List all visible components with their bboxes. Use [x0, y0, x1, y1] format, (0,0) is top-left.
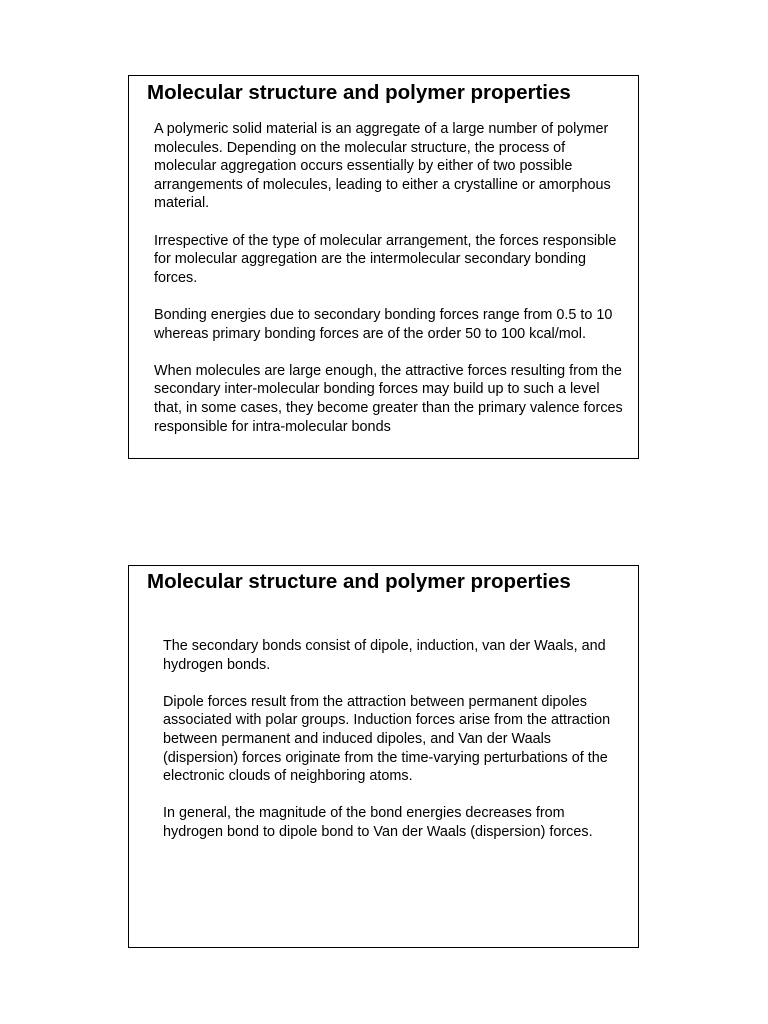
paragraph: In general, the magnitude of the bond energies decreases from hydrogen bond to dipole bond to Van der Waals (dispersion) forces. [163, 805, 593, 840]
paragraph: The secondary bonds consist of dipole, induction, van der Waals, and hydrogen bonds. [163, 638, 606, 673]
slide-title: Molecular structure and polymer properties [147, 81, 571, 104]
slide-1 [128, 75, 639, 459]
paragraph: Bonding energies due to secondary bonding forces range from 0.5 to 10 whereas primary bonding forces are of the order 50 to 100 kcal/mol. [154, 306, 613, 342]
paragraph: When molecules are large enough, the attractive forces resulting from the secondary inter-molecular bonding forces may build up to such a level that, in some cases, they become greater than the primary valence forces responsible for intra-molecular bonds [154, 362, 623, 435]
paragraph: Dipole forces result from the attraction between permanent dipoles associated with polar groups. Induction forces arise from the attraction between permanent and induced dipoles, and Van der Waals (dispersion) forces originate from the time-varying perturbations of the electronic clouds of neighboring atoms. [163, 693, 611, 785]
paragraph: Irrespective of the type of molecular arrangement, the forces responsible for molecular aggregation are the intermolecular secondary bonding forces. [154, 232, 617, 286]
slide-body [163, 637, 628, 842]
paragraph: A polymeric solid material is an aggregate of a large number of polymer molecules. Depending on the molecular structure, the process of molecular aggregation occurs essentially by either of two possible arrangements of molecules, leading to either a crystalline or amorphous material. [154, 121, 611, 212]
slide-title: Molecular structure and polymer properties [147, 570, 571, 593]
slide-2 [128, 565, 639, 948]
slide-body [154, 120, 628, 436]
